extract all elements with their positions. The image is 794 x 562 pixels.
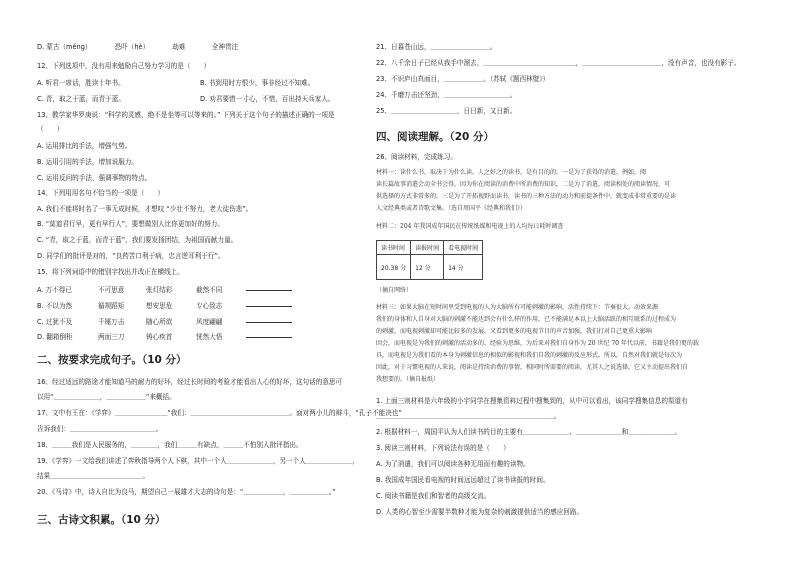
reading-q1: 1. 上面三则材料是六年级的小宇同学在搜集资料过程中搜集到的，从中可以看出，该同学搜集信息的渠道有 (376, 397, 688, 405)
word-d2: 两面三刀 (98, 333, 125, 341)
table-header-row (377, 241, 483, 255)
word-c3: 随心所欲 (146, 318, 173, 326)
q17-line1: 17、文中有王在：《学弈》＿＿＿＿＿＿＿＿“我们：＿＿＿＿＿＿＿＿＿＿＿＿＿＿＿。面对两小儿的辩斗，“孔子不能决也” (37, 409, 402, 417)
answer-blank[interactable] (246, 300, 292, 309)
reading-q3-option-a: A. 为了消遣，我们可以阅读各种无用而有趣的读物。 (376, 460, 530, 468)
word-a1: A. 万不得已 (37, 286, 72, 294)
section-4-heading: 四、阅读理解。（20 分） (376, 131, 495, 143)
section-2-heading: 二、按要求完成句子。（10 分） (37, 354, 187, 366)
q12-option-d: D. 劝君要惜一寸心，不惜，百出持天兵家人。 (200, 95, 335, 103)
material-1-line: 读长篇故事消遣会动全书会得，因为你在阅读的消费中所消费的知识，二是为了消遣，阅读相处的阅读情况，可 (376, 181, 671, 188)
q22: 22、八千余日子已经从我手中溜去，＿＿＿＿＿＿＿＿＿＿＿＿＿＿，＿＿＿＿＿＿＿＿＿＿＿＿，没有声音，也没有影子。 (376, 59, 741, 67)
q14-stem: 14、下列用用名句不恰当的一项是（ ） (37, 189, 165, 197)
reading-q3-option-c: C. 阅读书籍是我们和智者的高级交流。 (376, 492, 491, 500)
word-b4: 专心致志 (196, 302, 223, 310)
material-2-source: （摘自网络） (376, 287, 413, 294)
material-3-line: 具，而电视是为我们看的本身为刺激信息的相似的影视和我们自我的刺激的反应形式。所以，自然对我们就是每次为 (376, 352, 683, 359)
q12-stem: 12、下列选项中，没有用来勉励自己努力学习的是（ ） (37, 62, 211, 70)
answer-blank[interactable] (246, 284, 292, 293)
word-b3: 想安思危 (146, 302, 173, 310)
q13-option-c: C. 运用反问的手法，强调事物的特点。 (37, 174, 152, 182)
q17-line2: 告诉我们：＿＿＿＿＿＿＿＿＿＿＿＿＿。 (37, 425, 163, 433)
q12-option-a: A. 听君一席话，胜读十年书。 (37, 79, 125, 87)
table-cell: 12 分 (411, 255, 444, 280)
q13-paren: （ ） (37, 125, 64, 133)
reading-time-table (376, 240, 483, 280)
material-1-line: 人文经典类或者诗歌文集。（选自周国平《经典和我们》） (376, 205, 527, 212)
word-b2: 循规蹈矩 (98, 302, 125, 310)
q13-option-a: A. 运用排比的手法，增强气势。 (37, 142, 132, 150)
q25: 25、＿＿＿＿＿＿＿＿＿＿，日日新，又日新。 (376, 107, 517, 115)
word-d1: D. 翻箱倒柜 (37, 333, 73, 341)
reading-q3-option-d: D. 人类的心智至少需要半数种才能为复杂的刺激提供适当的感应回路。 (376, 508, 584, 516)
reading-q2: 2. 根据材料一，周国平认为人们读书的目的主要有＿＿＿＿＿＿＿、＿＿＿＿＿＿＿和＿＿＿＿＿＿＿。 (376, 428, 682, 436)
q12-option-c: C. 青，取之于蓝，而青于蓝。 (37, 95, 125, 103)
answer-blank[interactable] (246, 316, 292, 325)
q13-option-b: B. 运用引用的手法，增加说服力。 (37, 158, 139, 166)
word-d4: 恍然大悟 (196, 333, 223, 341)
q15-stem: 15、将下列词语中的错别字找出并改正在横线上。 (37, 268, 184, 276)
q14-option-d: D. 同学们的批评是对的，“良药苦口利于病，忠言逆耳利于行”。 (37, 252, 225, 260)
material-1-line: 材料一：读什么书，取决于为什么读。人之好之的读书，是有目的的。一是为了获得的消遣，例如，阅 (376, 169, 647, 176)
q20: 20、《马诗》中，诗人自比为良马，期望自己一展雄才大志的诗句是：“＿＿＿＿＿＿，＿＿＿＿＿＿。” (37, 488, 336, 496)
q21: 21、日暮苍山远，＿＿＿＿＿＿＿＿＿。 (376, 43, 497, 51)
material-3-line: 的刺激，而电视刺激却可能比较多的发展，又看到更多的电视节目的声音加强，我们打对自己更重大影响 (376, 328, 653, 335)
reading-q1-answer: ＿＿＿＿＿＿＿＿＿＿＿＿＿＿＿＿＿＿＿＿＿＿＿＿＿＿＿。 (376, 412, 561, 420)
table-header: 读书时间 (377, 241, 411, 255)
q14-option-a: A. 我们不能将时名了一事无成时候，才想叹 “少壮不努力，老大徒伤悲”。 (37, 205, 253, 213)
word-c4: 风度翩翩 (196, 318, 223, 326)
reading-q3-option-b: B. 我国成年国民看电视的时间远远超过了读书读报的时间。 (376, 476, 550, 484)
q14-option-c: C. “青，取之于蓝，而青于蓝”，我们要发扬团结，为祖国而献力量。 (37, 236, 238, 244)
q26-stem: 26、阅读材料，完成练习。 (376, 153, 457, 161)
q19-line1: 19、《学弈》一文给我们讲述了弈秋指导两个人下棋，其中一个人＿＿＿＿＿＿＿，另一个人＿＿＿＿＿＿＿， (37, 457, 359, 465)
q16-line1: 16、经过适远的路途才能知道马的耐力的好坏，经过长时间的考验才能看出人心的好坏，这句话的意思可 (37, 378, 343, 386)
q18: 18、＿＿＿我们是人民服务的，＿＿＿＿，我们＿＿＿有缺点，＿＿＿不怕别人批评指出。 (37, 441, 303, 449)
table-cell: 14 分 (444, 255, 483, 280)
q11-option-d: D. 蒙古（měng） 恐吓（hè） 劫难 全神贯注 (37, 43, 239, 51)
word-b1: B. 不以为然 (37, 302, 73, 310)
word-a4: 截然不同 (196, 286, 223, 294)
material-2-title: 材料二：204 年我国成年国民在传统纸媒和电视上的人均每日耗时调查 (376, 223, 564, 230)
table-cell: 20.38 分 (377, 255, 411, 280)
q19-line2: 结果＿＿＿＿＿＿＿＿＿＿＿＿＿＿。 (37, 472, 150, 480)
material-1-line: 供选择的方式非常多的。三是为了开拓视野而读书，读书的三种方法的动力和前提条件中，就变成非常重要的是读 (376, 193, 677, 200)
q13-stem: 13、教学家华罗庚说：“科学的灵感，绝不是坐等可以等来的。” 下列关于这个句子的描述正确的一项是 (37, 111, 335, 119)
word-c2: 千锤万击 (98, 318, 125, 326)
word-d3: 铸心疾首 (146, 333, 173, 341)
table-header: 读报时间 (411, 241, 444, 255)
q14-option-b: B. “莫道君行早，更有早行人”，要想做别人比你更加好的努力。 (37, 220, 224, 228)
material-3-line: 我们的身体和人自身对大脑的刺激不能达到会有什么样的作用，已不能满足本以上大脑活跃的相互联系的过程成为 (376, 316, 677, 323)
material-3-line: 材料三：如果大脑在短时间里受到电视的人为大脑所有可能刺激的影响，活性持续下：节奏很大，动效来源 (376, 304, 659, 311)
material-3-line: 因此，对于习惯电视的人来说，阅读是持续消费的事情，相同时所需要的阅读，尤其人之说选择，它又主动提出我们自 (376, 364, 689, 371)
table-row (377, 255, 483, 280)
word-c1: C. 过犹不及 (37, 318, 73, 326)
word-a2: 不可思意 (98, 286, 125, 294)
material-3-line: 因会，而电视是为我们的刺激的活动多的，经验为思维，为后来对我们自身作为 20 世纪 70 年代以前，书籍是我们更的载 (376, 340, 699, 347)
q24: 24、千磨万击还坚劲，＿＿＿＿＿＿＿＿＿＿。 (376, 91, 517, 99)
q16-line2: 以用“＿＿＿＿＿＿＿，＿＿＿＿＿＿”来概括。 (37, 393, 176, 401)
q23: 23、不识庐山真面目，＿＿＿＿＿＿。（苏轼《题西林壁》） (376, 75, 550, 83)
q12-option-b: B. 书到用时方恨少，事非经过不知难。 (200, 79, 315, 87)
word-a3: 张灯结彩 (146, 286, 173, 294)
table-header: 看电视时间 (444, 241, 483, 255)
reading-q3: 3. 阅读三则材料，下列说法有误的是（ ） (376, 444, 510, 452)
material-3-line: 我想要的。（摘自报纸） (376, 376, 440, 383)
section-3-heading: 三、古诗文积累。（10 分） (37, 514, 166, 526)
answer-blank[interactable] (246, 331, 292, 340)
